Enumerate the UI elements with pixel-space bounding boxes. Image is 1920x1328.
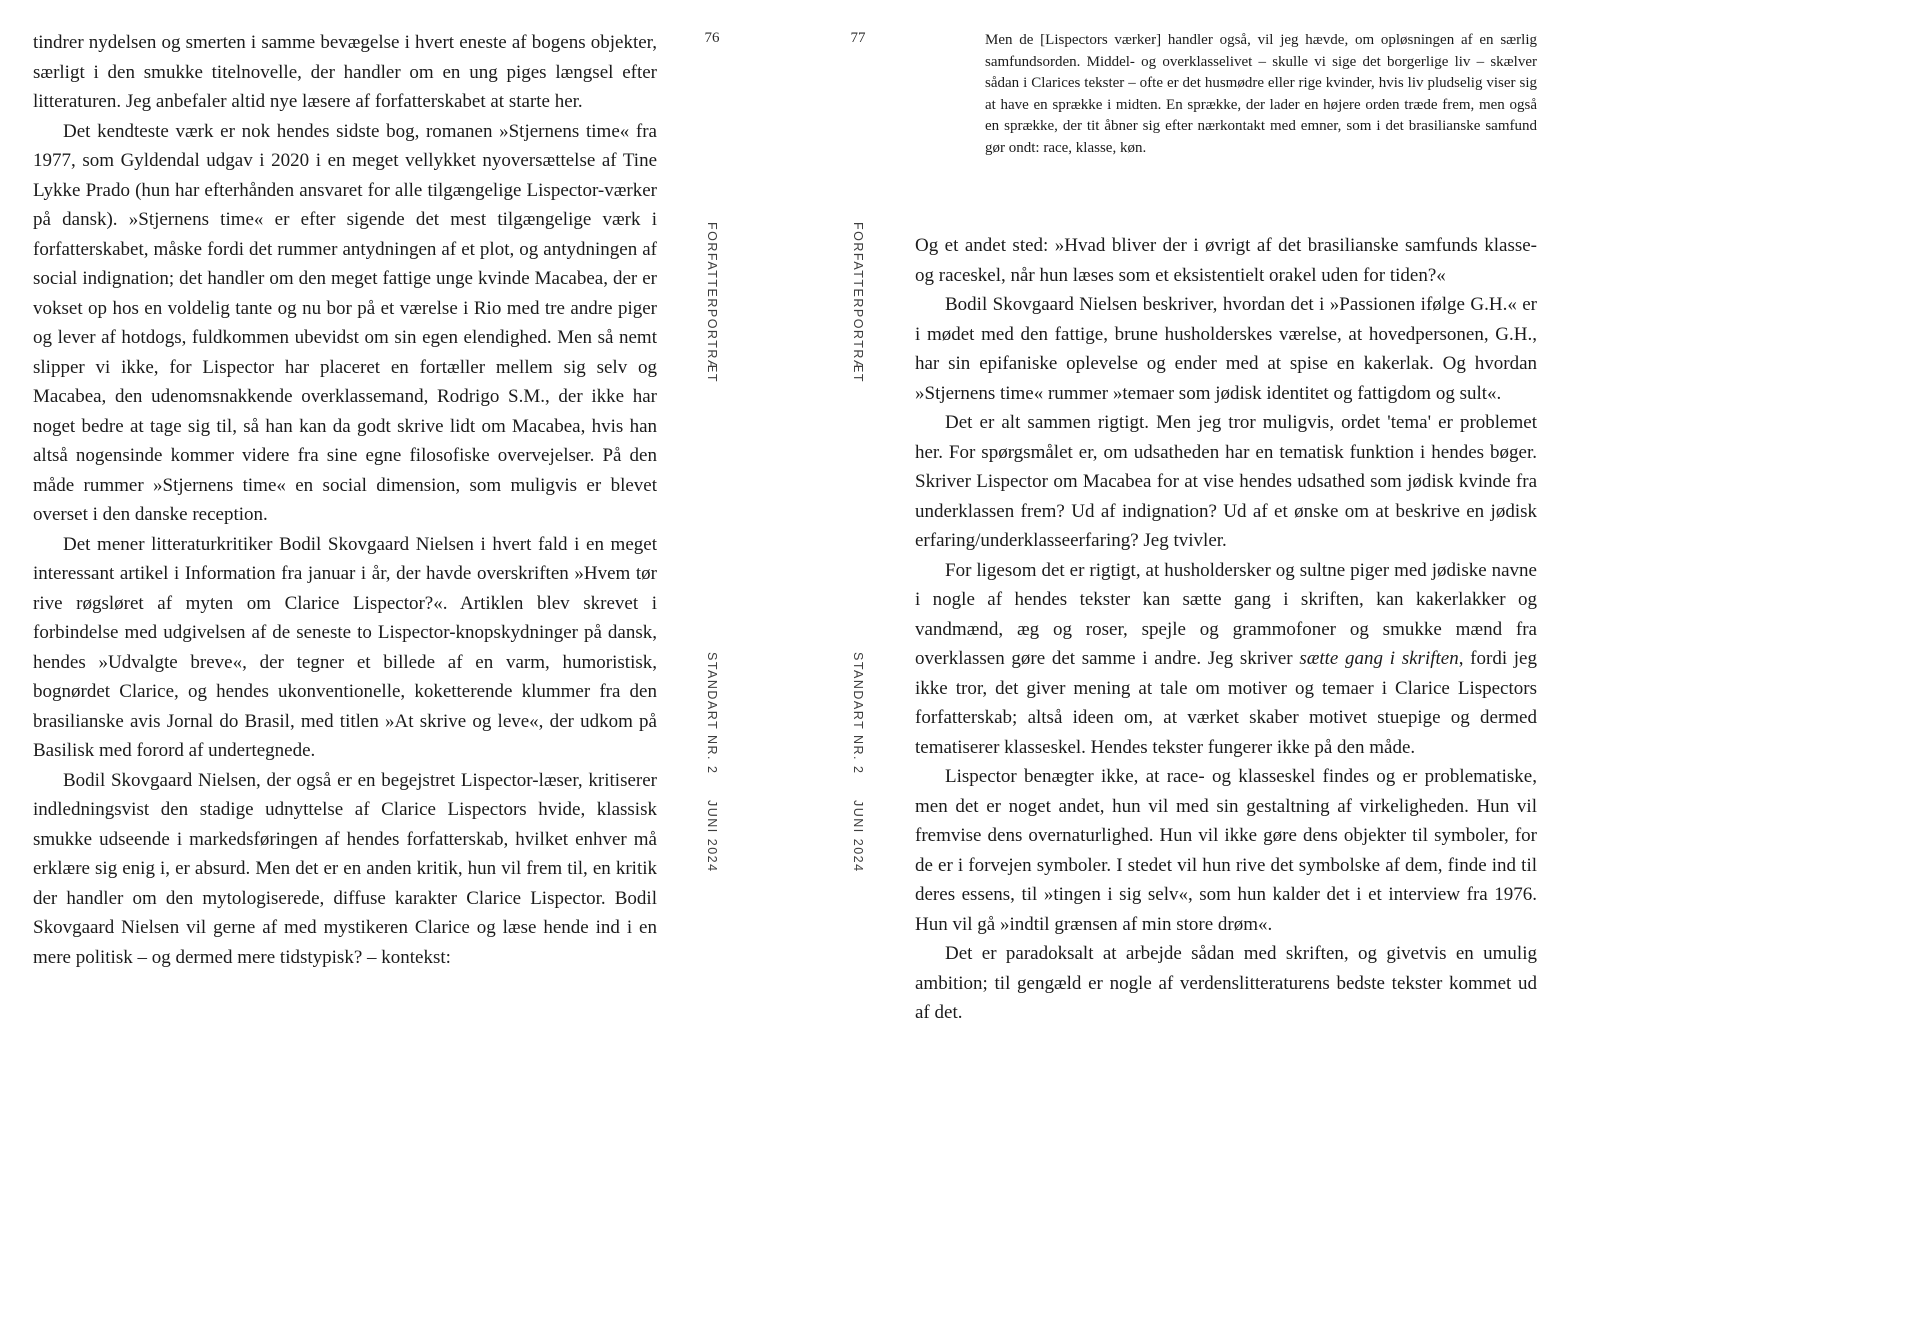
block-quote: Men de [Lispectors værker] handler også, vil jeg hævde, om opløsningen af en særlig samfundsorden. Middel- og overklasselivet – skulle vi sige det borgerlige liv – skælver sådan i Clarices tekster – ofte er det husmødre eller rige kvinder, hvis liv pludselig viser sig at have en sprække i midten. En sprække, der lader en højere orden træde frem, men også en sprække, der tit åbner sig efter nærkontakt med emner, som i det brasilianske samfund gør ondt: race, klasse, køn. bbox=[985, 32, 1537, 156]
left-page-text-column bbox=[33, 28, 657, 972]
section-label-vertical: FORFATTERPORTRÆT bbox=[851, 222, 865, 384]
page-number-left: 76 bbox=[704, 30, 720, 46]
issue-date-vertical: JUNI 2024 bbox=[705, 800, 719, 873]
left-page-gutter bbox=[698, 0, 726, 1328]
issue-date-vertical: JUNI 2024 bbox=[851, 800, 865, 873]
paragraph-segment-italic: sætte gang i skriften bbox=[1299, 648, 1459, 669]
journal-title-vertical: STANDART NR. 2 bbox=[705, 652, 719, 775]
paragraph-segment: For ligesom det er rigtigt, at husholdersker og sultne piger med jødiske navne i nogle af hendes tekster kan sætte gang i skriften, kan kakerlakker og vandmænd, æg og roser, spejle og grammofoner og smukke mænd fra overklassen gøre det samme i andre. Jeg skriver bbox=[915, 559, 1537, 669]
paragraph: tindrer nydelsen og smerten i samme bevægelse i hvert eneste af bogens objekter, særligt i den smukke titelnovelle, der handler om en ung piges længsel efter litteraturen. Jeg anbefaler altid nye læsere af forfatterskabet at starte her. bbox=[33, 32, 657, 112]
paragraph-segment: , fordi jeg ikke tror, det giver mening at tale om motiver og temaer i Clarice Lispectors forfatterskab; altså ideen om, at værket skaber motivet stuepige og dermed tematiserer klasseskel. Hendes tekster fungerer ikke på den måde. bbox=[915, 648, 1537, 758]
paragraph: Bodil Skovgaard Nielsen beskriver, hvordan det i »Passionen ifølge G.H.« er i mødet med den fattige, brune husholderskes værelse, at hovedpersonen, G.H., har sin epifaniske oplevelse og ender med at spise en kakerlak. Og hvordan »Stjernens time« rummer »temaer som jødisk identitet og fattigdom og sult«. bbox=[915, 294, 1537, 404]
paragraph: Og et andet sted: »Hvad bliver der i øvrigt af det brasilianske samfunds klasse- og raceskel, når hun læses som et eksistentielt orakel uden for tiden?« bbox=[915, 235, 1537, 286]
paragraph: Lispector benægter ikke, at race- og klasseskel findes og er problematiske, men det er noget andet, hun vil med sin gestaltning af virkeligheden. Hun vil fremvise dens overnaturlighed. Hun vil ikke gøre dens objekter til symboler, for de er i forvejen symboler. I stedet vil hun rive det symbolske af dem, finde ind til deres essens, til »tingen i sig selv«, som hun kalder det i et interview fra 1976. Hun vil gå »indtil grænsen af min store drøm«. bbox=[915, 766, 1537, 935]
section-label-vertical: FORFATTERPORTRÆT bbox=[705, 222, 719, 384]
paragraph: Det mener litteraturkritiker Bodil Skovgaard Nielsen i hvert fald i en meget interessant artikel i Information fra januar i år, der havde overskriften »Hvem tør rive røgsløret af myten om Clarice Lispector?«. Artiklen blev skrevet i forbindelse med udgivelsen af de seneste to Lispector-knopskydninger på dansk, hendes »Udvalgte breve«, der tegner et billede af en varm, humoristisk, bognørdet Clarice, og hendes ukonventionelle, koketterende klummer fra den brasilianske avis Jornal do Brasil, med titlen »At skrive og leve«, der udkom på Basilisk med forord af undertegnede. bbox=[33, 533, 657, 761]
paragraph bbox=[915, 556, 1537, 763]
paragraph: Det er paradoksalt at arbejde sådan med skriften, og givetvis en umulig ambition; til gengæld er nogle af verdenslitteraturens bedste tekster kommet ud af det. bbox=[915, 943, 1537, 1023]
right-page-text-column bbox=[915, 30, 1537, 1028]
journal-title-vertical: STANDART NR. 2 bbox=[851, 652, 865, 775]
paragraph: Bodil Skovgaard Nielsen, der også er en begejstret Lispector-læser, kritiserer indledningsvist den stadige udnyttelse af Clarice Lispectors hvide, klassisk smukke udseende i markedsføringen af hendes forfatterskab, hvilket enhver må erklære sig enig i, er absurd. Men det er en anden kritik, hun vil frem til, en kritik der handler om den mytologiserede, diffuse karakter Clarice Lispector. Bodil Skovgaard Nielsen vil gerne af med mystikeren Clarice og læse hende ind i en mere politisk – og dermed mere tidstypisk? – kontekst: bbox=[33, 769, 657, 968]
paragraph: Det kendteste værk er nok hendes sidste bog, romanen »Stjernens time« fra 1977, som Gyldendal udgav i 2020 i en meget vellykket nyoversættelse af Tine Lykke Prado (hun har efterhånden ansvaret for alle tilgængelige Lispector-værker på dansk). »Stjernens time« er efter sigende det mest tilgængelige værk i forfatterskabet, måske fordi det rummer antydningen af et plot, og antydningen af social indignation; det handler om den meget fattige unge kvinde Macabea, der er vokset op hos en voldelig tante og nu bor på et værelse i Rio med tre andre piger og lever af hotdogs, fuldkommen ubevidst om sin egen elendighed. Men så nemt slipper vi ikke, for Lispector har placeret en fortæller mellem sig selv og Macabea, den udenomsnakkende overklassemand, Rodrigo S.M., der ikke har noget bedre at tage sig til, så han kan da godt skrive lidt om Macabea, hvis han altså nogensinde kommer videre fra sine egne filosofiske overvejelser. På den måde rummer »Stjernens time« en social dimension, som muligvis er blevet overset i den danske reception. bbox=[33, 120, 657, 525]
page-number-right: 77 bbox=[850, 30, 866, 46]
paragraph: Det er alt sammen rigtigt. Men jeg tror muligvis, ordet 'tema' er problemet her. For spørgsmålet er, om udsatheden har en tematisk funktion i hendes bøger. Skriver Lispector om Macabea for at vise hendes udsathed som jødisk kvinde fra underklassen frem? Ud af indignation? Ud af et ønske om at beskrive en jødisk erfaring/underklasseerfaring? Jeg tvivler. bbox=[915, 412, 1537, 551]
right-page-gutter bbox=[844, 0, 872, 1328]
